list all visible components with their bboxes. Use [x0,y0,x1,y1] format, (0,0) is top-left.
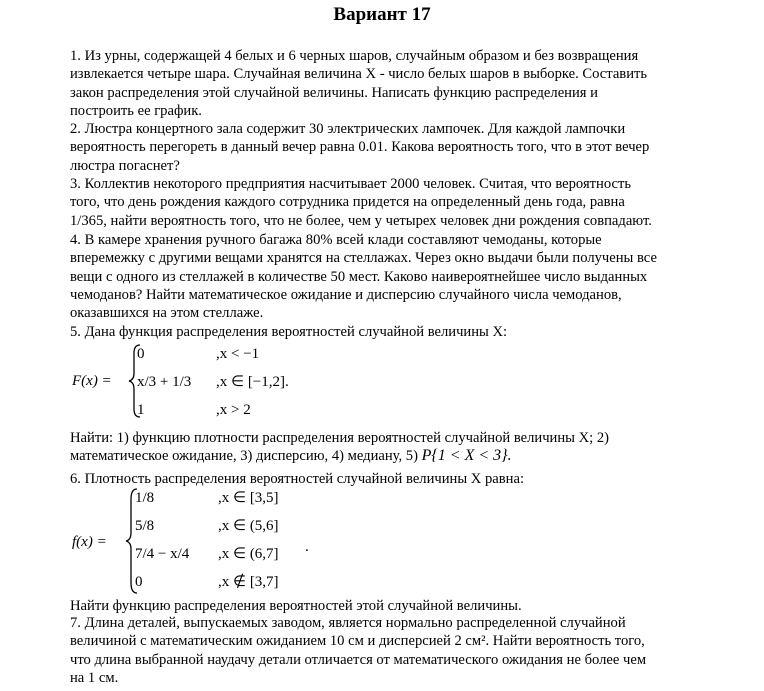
problem-7-line: величиной с математическим ожиданием 10 см и дисперсией 2 см². Найти вероятность того, [70,633,645,650]
problem-6-intro: 6. Плотность распределения вероятностей случайной величины X равна: [70,471,524,487]
problem-7 [70,614,720,687]
problem-6-task: Найти функцию распределения вероятностей этой случайной величины. [70,598,522,614]
problem-5-task [70,429,720,466]
problem-2-line: 2. Люстра концертного зала содержит 30 электрических лампочек. Для каждой лампочки [70,121,626,137]
problem-7-line: 7. Длина деталей, выпускаемых заводом, является нормально распределенной случайной [70,615,626,631]
problem-1-line: построить ее график. [70,102,202,119]
formula-case-cond: ,x ∈ [−1,2]. [216,374,289,390]
problem-4-line: вещи с одного из стеллажей в количестве 50 мест. Каково наивероятнейшее число выданных [70,268,648,285]
problem-5-task-line [70,447,720,465]
formula-case-expr: 1/8 [135,490,155,506]
formula-case-expr: x/3 + 1/3 [137,374,192,390]
formula-case-cond: ,x < −1 [216,346,260,362]
problem-3-line: 3. Коллектив некоторого предприятия насчитывает 2000 человек. Считая, что вероятность [70,176,632,192]
formula-case-cond: ,x ∈ [3,5] [218,490,279,506]
problem-3-line: 1/365, найти вероятность того, что не более, чем у четырех человек дни рождения совпадают. [70,212,652,229]
problem-5-task-line: Найти: 1) функцию плотности распределения вероятностей случайной величины X; 2) [70,430,610,446]
problem-5-task-line-text: математическое ожидание, 3) дисперсию, 4) медиану, 5) [70,448,418,465]
problem-4-line: оказавшихся на этом стеллаже. [70,305,264,322]
problem-1 [70,47,720,120]
problem-4-line: вперемежку с другими вещами хранятся на стеллажах. Через окно выдачи были получены все [70,250,657,267]
problem-4 [70,231,720,322]
formula-case-cond: ,x ∉ [3,7] [218,574,279,590]
problem-2-line: вероятность перегореть в данный вечер равна 0.01. Какова вероятность того, что в этот вечер [70,139,650,156]
problem-7-line: что длина выбранной наудачу детали отличается от математического ожидания не более чем [70,651,647,668]
problem-1-line: закон распределения этой случайной величины. Написать функцию распределения и [70,84,598,101]
formula-case-expr: 0 [137,346,145,362]
problem-4-line: чемоданов? Найти математическое ожидание и дисперсию случайного числа чемоданов, [70,286,622,303]
problem-3-line: того, что день рождения каждого сотрудника придется на определенный день года, равна [70,194,625,211]
problem-1-line: извлекается четыре шара. Случайная величина X - число белых шаров в выборке. Составить [70,66,648,83]
problem-2 [70,120,720,175]
problem-1-line: 1. Из урны, содержащей 4 белых и 6 черных шаров, случайным образом и без возвращения [70,48,639,64]
formula-case-cond: ,x ∈ (6,7] [218,546,279,562]
formula-lhs: F(x) = [72,373,112,389]
formula-lhs: f(x) = [72,534,107,550]
problem-5-intro: 5. Дана функция распределения вероятностей случайной величины X: [70,324,508,340]
probability-expression: P{1 < X < 3}. [421,447,512,465]
formula-case-expr: 1 [137,402,145,418]
page-title: Вариант 17 [333,4,431,25]
formula-case-cond: ,x ∈ (5,6] [218,518,279,534]
problem-3 [70,175,720,230]
formula-case-expr: 0 [135,574,143,590]
formula-case-cond: ,x > 2 [216,402,251,418]
problem-7-line: на 1 см. [70,669,119,686]
formula-case-expr: 5/8 [135,518,155,534]
formula-case-expr: 7/4 − x/4 [135,546,190,562]
problem-2-line: люстра погаснет? [70,157,180,174]
problem-4-line: 4. В камере хранения ручного багажа 80% всей клади составляют чемоданы, которые [70,232,602,248]
formula-tail: . [305,539,309,555]
